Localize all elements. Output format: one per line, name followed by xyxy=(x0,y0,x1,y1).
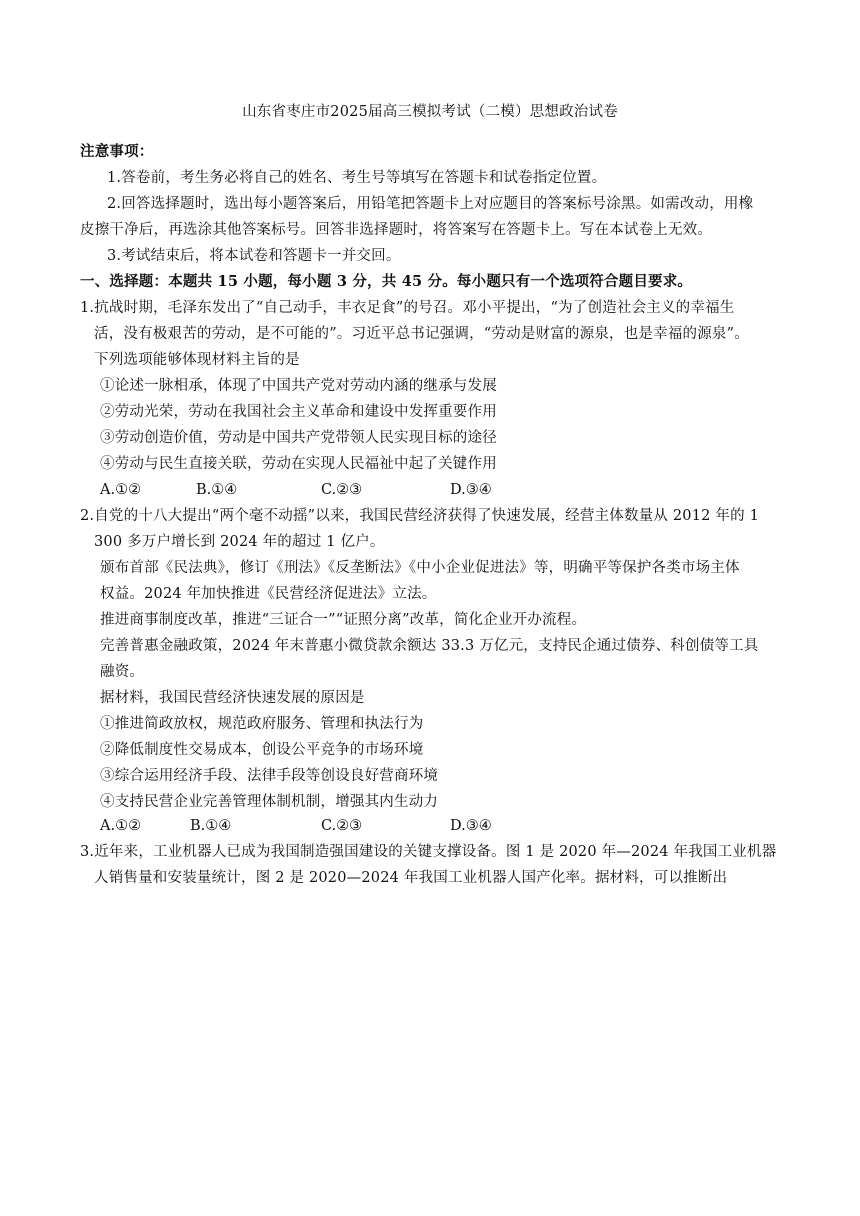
option-c: C.②③ xyxy=(321,482,363,498)
section-heading: 一、选择题：本题共 15 小题，每小题 3 分，共 45 分。每小题只有一个选项符合题目要求。 xyxy=(80,273,693,290)
notice-item: 3.考试结束后，将本试卷和答题卡一并交回。 xyxy=(107,248,401,264)
question-1-statement: ③劳动创造价值，劳动是中国共产党带领人民实现目标的途径 xyxy=(100,430,497,446)
option-a: A.①② xyxy=(100,818,142,834)
option-d: D.③④ xyxy=(450,482,492,498)
question-2-stem: 2.自党的十八大提出“两个毫不动摇”以来，我国民营经济获得了快速发展，经营主体数量从 2012 年的 1 xyxy=(80,508,760,524)
question-1-statement: ②劳动光荣，劳动在我国社会主义革命和建设中发挥重要作用 xyxy=(100,404,497,420)
question-1-statement: ④劳动与民生直接关联，劳动在实现人民福祉中起了关键作用 xyxy=(100,456,497,472)
option-c: C.②③ xyxy=(321,818,363,834)
question-2-material: 融资。 xyxy=(100,664,145,680)
option-b: B.①④ xyxy=(190,818,232,834)
question-1-statement: ①论述一脉相承，体现了中国共产党对劳动内涵的继承与发展 xyxy=(100,378,497,394)
question-3-stem: 人销售量和安装量统计，图 2 是 2020—2024 年我国工业机器人国产化率。据材料，可以推断出 xyxy=(94,870,728,886)
question-2-stem: 300 多万户增长到 2024 年的超过 1 亿户。 xyxy=(94,534,385,550)
question-2-material: 颁布首部《民法典》，修订《刑法》《反垄断法》《中小企业促进法》等，明确平等保护各类市场主体 xyxy=(100,560,740,576)
notice-item: 2.回答选择题时，选出每小题答案后，用铅笔把答题卡上对应题目的答案标号涂黑。如需改动，用橡 xyxy=(107,196,754,212)
question-2-statement: ②降低制度性交易成本，创设公平竞争的市场环境 xyxy=(100,742,424,758)
question-1-stem: 1.抗战时期，毛泽东发出了“自己动手，丰衣足食”的号召。邓小平提出，“为了创造社会主义的幸福生 xyxy=(80,300,735,316)
question-1-stem: 活，没有极艰苦的劳动，是不可能的”。习近平总书记强调，“劳动是财富的源泉，也是幸福的源泉”。 xyxy=(94,326,749,342)
question-2-material: 完善普惠金融政策，2024 年末普惠小微贷款余额达 33.3 万亿元，支持民企通过债券、科创债等工具 xyxy=(100,638,759,654)
question-2-statement: ④支持民营企业完善管理体制机制，增强其内生动力 xyxy=(100,794,439,810)
option-b: B.①④ xyxy=(196,482,238,498)
question-2-prompt: 据材料，我国民营经济快速发展的原因是 xyxy=(100,690,365,706)
notice-item: 1.答卷前，考生务必将自己的姓名、考生号等填写在答题卡和试卷指定位置。 xyxy=(107,170,607,186)
question-2-statement: ③综合运用经济手段、法律手段等创设良好营商环境 xyxy=(100,768,439,784)
question-2-material: 权益。2024 年加快推进《民营经济促进法》立法。 xyxy=(100,586,437,602)
option-d: D.③④ xyxy=(450,818,492,834)
page-title: 山东省枣庄市2025届高三模拟考试（二模）思想政治试卷 xyxy=(242,104,618,120)
question-2-statement: ①推进简政放权，规范政府服务、管理和执法行为 xyxy=(100,716,424,732)
notice-item: 皮擦干净后，再选涂其他答案标号。回答非选择题时，将答案写在答题卡上。写在本试卷上无效。 xyxy=(80,222,713,238)
option-a: A.①② xyxy=(100,482,142,498)
question-2-material: 推进商事制度改革，推进“三证合一”“证照分离”改革，简化企业开办流程。 xyxy=(100,612,587,628)
question-3-stem: 3.近年来，工业机器人已成为我国制造强国建设的关键支撑设备。图 1 是 2020 年—2024 年我国工业机器 xyxy=(80,844,777,860)
question-1-stem: 下列选项能够体现材料主旨的是 xyxy=(94,352,300,368)
notice-heading: 注意事项： xyxy=(80,143,154,160)
